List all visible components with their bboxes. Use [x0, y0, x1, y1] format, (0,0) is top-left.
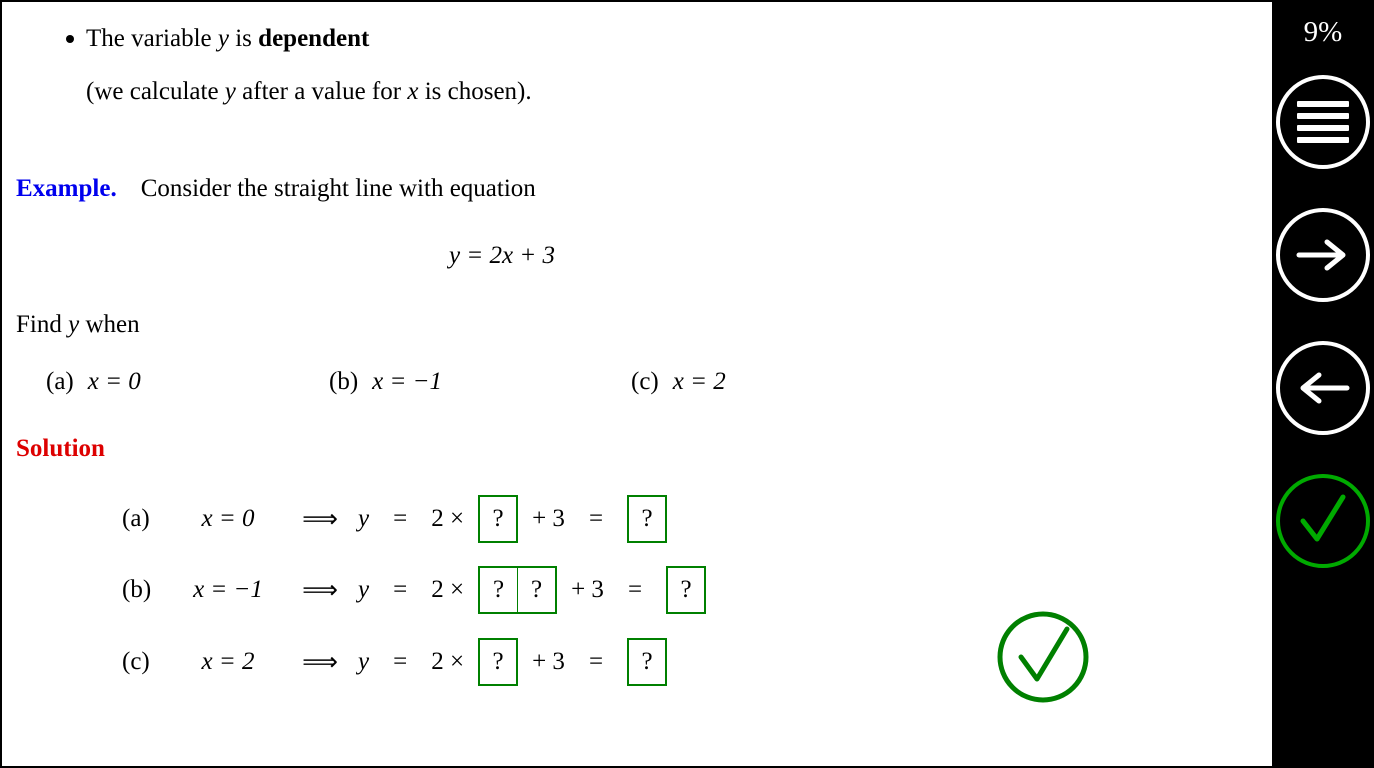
solution-row-a-equals: = [393, 505, 408, 532]
solution-row-c-arrow: ⟹ [302, 649, 338, 676]
bullet-line2-post: is chosen). [418, 78, 532, 105]
example-equation: y = 2x + 3 [449, 242, 555, 269]
solution-row-a-y: y [358, 505, 370, 532]
arrow-left-icon [1276, 341, 1370, 435]
case-c [631, 368, 726, 396]
toolbar-gap-1 [1272, 172, 1374, 205]
solution-row-b [122, 565, 706, 615]
solution-row-b-equals: = [393, 576, 408, 603]
solution-row-c-x: x = 2 [201, 648, 255, 675]
solution-row-c-label: (c) [122, 648, 150, 675]
find-line [16, 311, 140, 339]
solution-row-c-y: y [358, 648, 370, 675]
bullet-line1-bold: dependent [258, 25, 370, 52]
bullet-block [60, 22, 960, 109]
solution-row-b-coefficient: 2 × [431, 576, 465, 603]
bullet-line-2 [60, 75, 960, 109]
solution-row-b-x: x = −1 [193, 576, 263, 603]
example-line [16, 175, 536, 203]
progress-percentage: 9% [1303, 16, 1343, 48]
check-circle-icon [995, 609, 1091, 705]
bullet-line2-var1: y [224, 78, 236, 105]
solution-row-c-coefficient: 2 × [431, 648, 465, 675]
check-circle-icon [1276, 474, 1370, 568]
bullet-line2-pre: (we calculate [86, 78, 225, 105]
solution-row-a-equals2: = [588, 505, 604, 532]
bullet-line1-var: y [217, 25, 229, 52]
arrow-left-glyph [1293, 368, 1353, 408]
answer-blank-a2[interactable]: ? [627, 495, 667, 543]
check-answers-button[interactable] [995, 609, 1091, 705]
toolbar-gap-2 [1272, 305, 1374, 338]
find-line-pre: Find [16, 311, 69, 338]
case-a [46, 368, 141, 396]
solution-row-a-x: x = 0 [201, 505, 255, 532]
arrow-right-glyph [1293, 235, 1353, 275]
arrow-right-icon [1276, 208, 1370, 302]
menu-button[interactable] [1272, 72, 1374, 172]
case-a-value: x = 0 [87, 368, 141, 395]
bullet-line2-mid: after a value for [235, 78, 408, 105]
answer-blank-a1[interactable]: ? [478, 495, 518, 543]
toolbar-gap-3 [1272, 438, 1374, 471]
solution-row-a-plus: + 3 [532, 505, 565, 532]
solution-row-b-plus: + 3 [571, 576, 604, 603]
find-line-var: y [68, 311, 80, 338]
case-c-label: (c) [631, 368, 659, 395]
answer-blank-b1[interactable]: ? [478, 566, 518, 614]
bullet-dot-icon [66, 35, 74, 43]
check-glyph [1293, 491, 1353, 551]
solution-row-c-equals: = [393, 648, 408, 675]
case-b-label: (b) [329, 368, 359, 395]
solution-row-c-plus: + 3 [532, 648, 565, 675]
answer-blank-b3[interactable]: ? [666, 566, 706, 614]
check-button[interactable] [1272, 471, 1374, 571]
bullet-line1-mid: is [228, 25, 259, 52]
solution-row-a-label: (a) [122, 505, 150, 532]
solution-row-a [122, 494, 667, 544]
answer-blank-b2[interactable]: ? [517, 566, 557, 614]
solution-row-b-label: (b) [122, 576, 152, 603]
case-b [329, 368, 442, 396]
bullet-line2-var2: x [407, 78, 419, 105]
answer-blank-c2[interactable]: ? [627, 638, 667, 686]
solution-row-b-arrow: ⟹ [302, 577, 338, 604]
right-toolbar [1272, 0, 1374, 768]
example-keyword: Example. [16, 175, 117, 202]
solution-heading: Solution [16, 435, 105, 462]
previous-button[interactable] [1272, 338, 1374, 438]
solution-row-c [122, 637, 667, 687]
find-line-post: when [79, 311, 140, 338]
case-b-value: x = −1 [372, 368, 442, 395]
bullet-line1-pre: The variable [86, 25, 218, 52]
case-a-label: (a) [46, 368, 74, 395]
solution-row-b-y: y [358, 576, 370, 603]
next-button[interactable] [1272, 205, 1374, 305]
menu-icon [1276, 75, 1370, 169]
answer-blank-c1[interactable]: ? [478, 638, 518, 686]
solution-row-a-coefficient: 2 × [431, 505, 465, 532]
bullet-line-1 [60, 22, 960, 56]
solution-row-b-equals2: = [627, 576, 643, 603]
case-c-value: x = 2 [672, 368, 726, 395]
menu-lines [1297, 95, 1349, 149]
solution-row-c-equals2: = [588, 648, 604, 675]
example-text: Consider the straight line with equation [140, 175, 536, 202]
solution-row-a-arrow: ⟹ [302, 506, 338, 533]
